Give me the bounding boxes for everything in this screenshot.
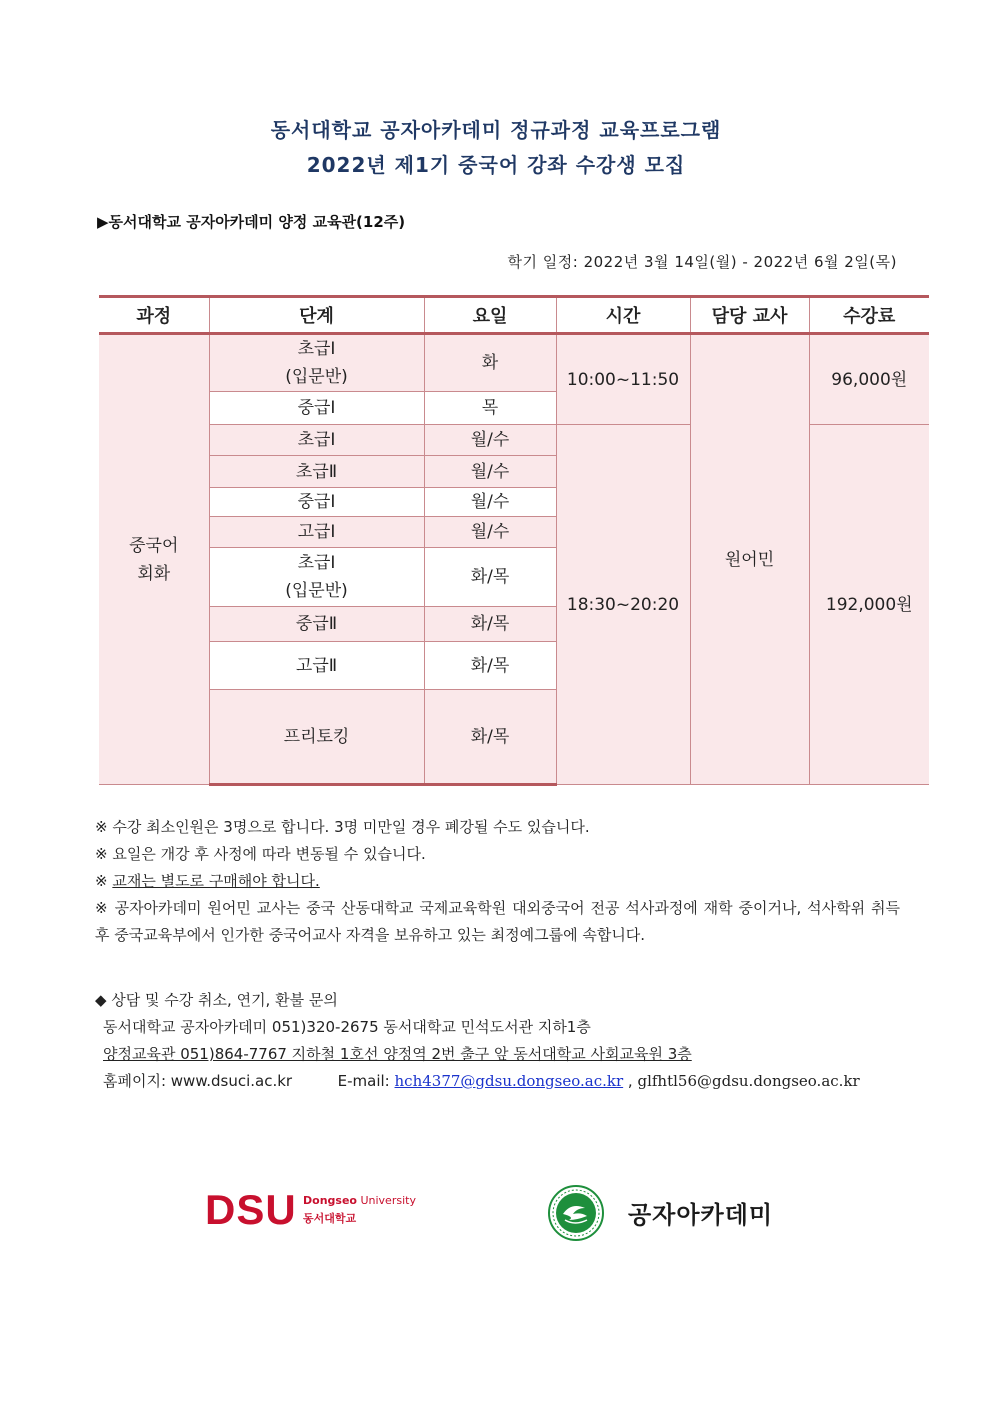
fee-cell-morning: 96,000원 (809, 334, 929, 425)
dsu-logo (205, 1186, 425, 1234)
confucius-institute-text: 공자아카데미 (628, 1201, 774, 1229)
level-cell: 중급Ⅱ (209, 607, 424, 642)
schedule: 학기 일정: 2022년 3월 14일(월) - 2022년 6월 2일(목) (507, 253, 897, 271)
course-table (99, 295, 929, 786)
days-cell: 화/목 (424, 690, 556, 785)
level-cell: 초급Ⅰ (209, 425, 424, 456)
days-cell: 월/수 (424, 456, 556, 488)
table-header-row (99, 297, 929, 334)
table-row (99, 334, 929, 392)
homepage-text: 홈페이지: www.dsuci.ac.kr (103, 1072, 293, 1090)
days-cell: 화 (424, 334, 556, 392)
email-label: E-mail: (337, 1072, 390, 1090)
header-time: 시간 (556, 297, 690, 334)
header-course: 과정 (99, 297, 209, 334)
contact-section (95, 987, 905, 1095)
course-cell: 중국어 회화 (99, 334, 209, 785)
dsu-logo-korean: 동서대학교 (303, 1212, 357, 1225)
days-cell: 목 (424, 392, 556, 425)
dsu-logo-text: DSU (205, 1186, 297, 1233)
fee-cell-evening: 192,000원 (809, 425, 929, 785)
header-teacher: 담당 교사 (690, 297, 809, 334)
level-cell: 프리토킹 (209, 690, 424, 785)
note-teachers: ※ 공자아카데미 원어민 교사는 중국 산동대학교 국제교육학원 대외중국어 전공 석사과정에 재학 중이거나, 석사학위 취득 후 중국교육부에서 인가한 중국어교사 자격을 보유하고 있는 최정예그룹에 속합니다. (95, 899, 900, 944)
days-cell: 화/목 (424, 548, 556, 607)
email-separator: , (627, 1072, 633, 1090)
email-2: glfhtl56@gdsu.dongseo.ac.kr (637, 1072, 860, 1090)
level-cell: 중급Ⅰ (209, 488, 424, 517)
subheading: ▶동서대학교 공자아카데미 양정 교육관(12주) (97, 213, 406, 231)
note-min-enrollment: ※ 수강 최소인원은 3명으로 합니다. 3명 미만일 경우 폐강될 수도 있습니다. (95, 818, 590, 836)
header-level: 단계 (209, 297, 424, 334)
contact-line1: 동서대학교 공자아카데미 051)320-2675 동서대학교 민석도서관 지하1층 (103, 1018, 591, 1036)
notes (95, 814, 900, 949)
level-cell: 중급Ⅰ (209, 392, 424, 425)
header-days: 요일 (424, 297, 556, 334)
level-cell: 고급Ⅰ (209, 517, 424, 548)
days-cell: 화/목 (424, 642, 556, 690)
note-textbook: ※ 교재는 별도로 구매해야 합니다. (95, 872, 320, 890)
days-cell: 월/수 (424, 425, 556, 456)
level-cell: 고급Ⅱ (209, 642, 424, 690)
note-schedule-change: ※ 요일은 개강 후 사정에 따라 변동될 수 있습니다. (95, 845, 426, 863)
days-cell: 화/목 (424, 607, 556, 642)
time-cell-morning: 10:00~11:50 (556, 334, 690, 425)
time-cell-evening: 18:30~20:20 (556, 425, 690, 785)
teacher-cell: 원어민 (690, 334, 809, 785)
level-cell: 초급Ⅰ (입문반) (209, 548, 424, 607)
title-line2: 2022년 제1기 중국어 강좌 수강생 모집 (306, 153, 686, 177)
contact-web-email (95, 1068, 905, 1095)
contact-heading: ◆ 상담 및 수강 취소, 연기, 환불 문의 (95, 991, 338, 1009)
level-cell: 초급Ⅱ (209, 456, 424, 488)
title-line1: 동서대학교 공자아카데미 정규과정 교육프로그램 (270, 118, 722, 142)
contact-line2: 양정교육관 051)864-7767 지하철 1호선 양정역 2번 출구 앞 동서대학교 사회교육원 3층 (103, 1045, 692, 1063)
days-cell: 월/수 (424, 517, 556, 548)
level-cell: 초급Ⅰ (입문반) (209, 334, 424, 392)
dsu-logo-english: Dongseo University (303, 1194, 416, 1207)
header-fee: 수강료 (809, 297, 929, 334)
confucius-institute-logo-icon (541, 1184, 611, 1242)
days-cell: 월/수 (424, 488, 556, 517)
email-link-1[interactable]: hch4377@gdsu.dongseo.ac.kr (394, 1072, 624, 1090)
